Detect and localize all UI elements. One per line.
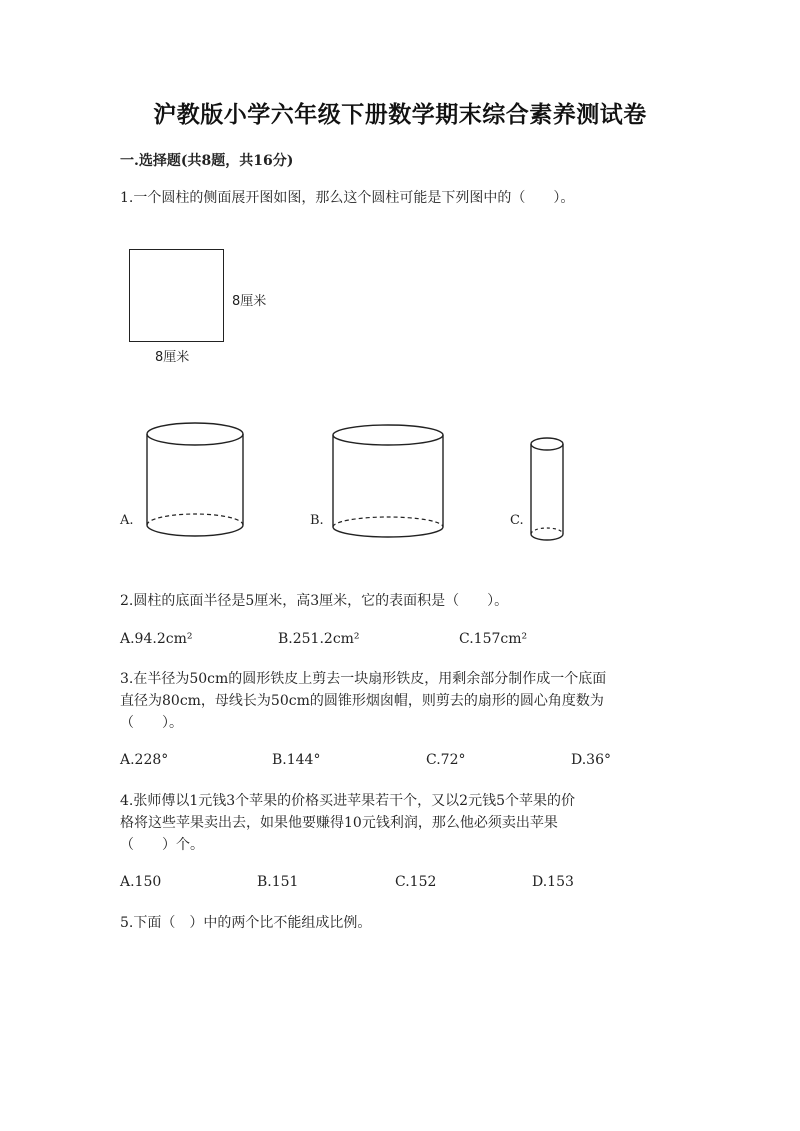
section-heading: 一.选择题(共8题，共16分) — [120, 153, 294, 169]
cylinder-c-figure — [530, 436, 566, 546]
question-4-option-b[interactable]: B.151 — [257, 874, 299, 890]
question-2-option-c[interactable]: C.157cm² — [459, 631, 528, 647]
question-5-text: 5.下面（ ）中的两个比不能组成比例。 — [120, 915, 372, 931]
question-1-text: 1.一个圆柱的侧面展开图如图，那么这个圆柱可能是下列图中的（ ）。 — [120, 190, 575, 206]
page-title: 沪教版小学六年级下册数学期末综合素养测试卷 — [153, 101, 647, 128]
question-2-option-b[interactable]: B.251.2cm² — [278, 631, 360, 647]
question-1-option-b[interactable]: B. — [310, 513, 324, 528]
question-3-option-c[interactable]: C.72° — [426, 752, 466, 768]
question-2-text: 2.圆柱的底面半径是5厘米，高3厘米，它的表面积是（ ）。 — [120, 593, 509, 609]
question-3-option-a[interactable]: A.228° — [120, 752, 169, 768]
question-4-line-2: 格将这些苹果卖出去，如果他要赚得10元钱利润，那么他必须卖出苹果 — [120, 815, 558, 831]
question-3-line-2: 直径为80cm，母线长为50cm的圆锥形烟囱帽，则剪去的扇形的圆心角度数为 — [120, 693, 604, 709]
question-1-option-a[interactable]: A. — [120, 513, 134, 528]
question-4-option-d[interactable]: D.153 — [532, 874, 574, 890]
question-4-line-3: （ ）个。 — [120, 837, 204, 853]
cylinder-a-figure — [146, 422, 246, 542]
question-3-line-3: （ ）。 — [120, 715, 183, 731]
figure-bottom-label: 8厘米 — [155, 350, 190, 365]
question-2-option-a[interactable]: A.94.2cm² — [120, 631, 193, 647]
question-3-option-d[interactable]: D.36° — [571, 752, 611, 768]
figure-side-label: 8厘米 — [232, 294, 267, 309]
question-3-line-1: 3.在半径为50cm的圆形铁皮上剪去一块扇形铁皮，用剩余部分制作成一个底面 — [120, 671, 607, 687]
question-4-line-1: 4.张师傅以1元钱3个苹果的价格买进苹果若干个，又以2元钱5个苹果的价 — [120, 793, 575, 809]
question-1-option-c[interactable]: C. — [510, 513, 524, 528]
question-3-option-b[interactable]: B.144° — [272, 752, 321, 768]
question-4-option-a[interactable]: A.150 — [120, 874, 162, 890]
unfolded-rectangle-figure — [129, 249, 224, 342]
question-4-option-c[interactable]: C.152 — [395, 874, 437, 890]
cylinder-b-figure — [332, 424, 447, 544]
